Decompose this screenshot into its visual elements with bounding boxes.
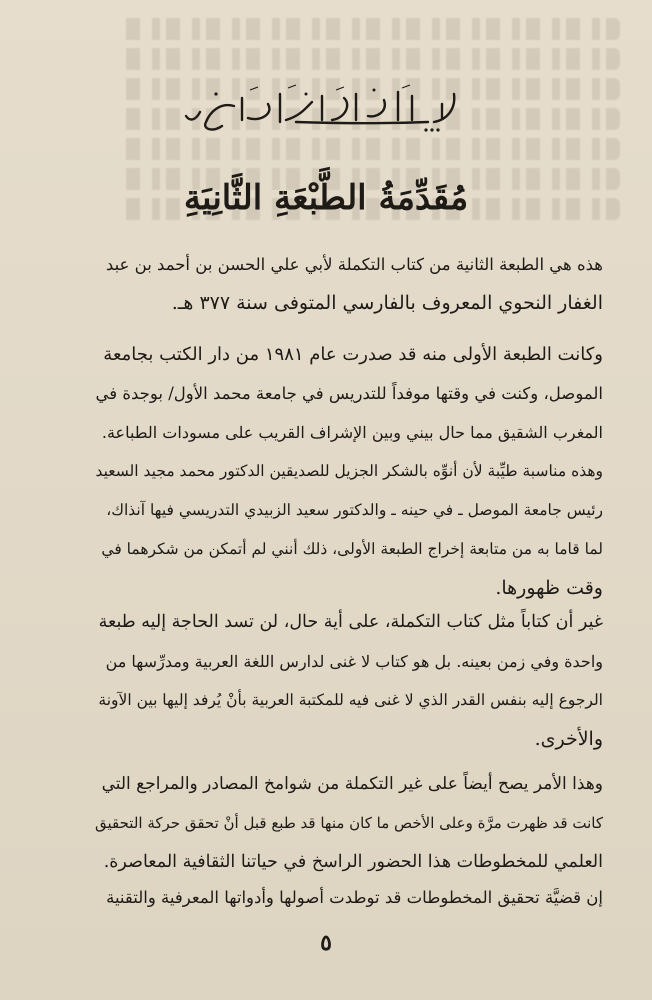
paragraph-2	[95, 335, 603, 608]
text-line: وقت ظهورها.	[495, 577, 603, 599]
section-title: مُقَدِّمَةُ الطَّبْعَةِ الثَّانِيَةِ	[183, 178, 469, 218]
text-line: إن قضيَّة تحقيق المخطوطات قد توطدت أصولها وأدواتها المعرفية والتقنية	[106, 888, 603, 907]
paragraph-1	[95, 245, 603, 323]
page-number: ٥	[320, 930, 332, 956]
paragraph-5	[95, 878, 603, 917]
paragraph-4	[95, 765, 603, 882]
text-line: كانت قد ظهرت مرَّة وعلى الأخص ما كان منها قد طبع قبل أنْ تحقق حركة التحقيق	[94, 814, 603, 832]
text-line: الرجوع إليه بنفس القدر الذي لا غنى فيه للمكتبة العربية بأنْ يُرفد إليها بين الآونة	[98, 691, 603, 709]
text-line: الغفار النحوي المعروف بالفارسي المتوفى سنة ٣٧٧ هـ.	[171, 292, 603, 314]
text-line: رئيس جامعة الموصل ـ في حينه ـ والدكتور سعيد الزبيدي التدريسي فيها آنذاك،	[106, 501, 603, 519]
paragraph-3	[95, 603, 603, 759]
basmala-calligraphy	[0, 82, 652, 142]
text-line: وهذه مناسبة طيِّبة لأن أنوِّه بالشكر الجزيل للصديقين الدكتور محمد مجيد السعيد	[95, 462, 603, 480]
text-line: العلمي للمخطوطات هذا الحضور الراسخ في حياتنا الثقافية المعاصرة.	[103, 852, 603, 872]
text-line: واحدة وفي زمن بعينه. بل هو كتاب لا غنى لدارس اللغة العربية ومدرِّسها من	[105, 652, 603, 671]
text-line: هذه هي الطبعة الثانية من كتاب التكملة لأبي علي الحسن بن أحمد بن عبد	[105, 255, 603, 274]
text-line: لما قاما به من متابعة إخراج الطبعة الأولى، ذلك أنني لم أتمكن من شكرهما في	[101, 540, 603, 558]
text-line: والأخرى.	[534, 728, 603, 750]
basmala-calligraphy-art	[176, 82, 476, 138]
text-line: وكانت الطبعة الأولى منه قد صدرت عام ١٩٨١ من دار الكتب بجامعة	[103, 344, 603, 365]
text-line: وهذا الأمر يصح أيضاً على غير التكملة من شوامخ المصادر والمراجع التي	[101, 774, 603, 794]
text-line: الموصل، وكنت في وقتها موفداً للتدريس في جامعة محمد الأول/ بوجدة في	[95, 384, 603, 403]
text-line: غير أن كتاباً مثل كتاب التكملة، على أية حال، لن تسد الحاجة إليه طبعة	[98, 612, 603, 632]
text-line: المغرب الشقيق مما حال بيني وبين الإشراف القريب على مسودات الطباعة.	[101, 423, 603, 442]
